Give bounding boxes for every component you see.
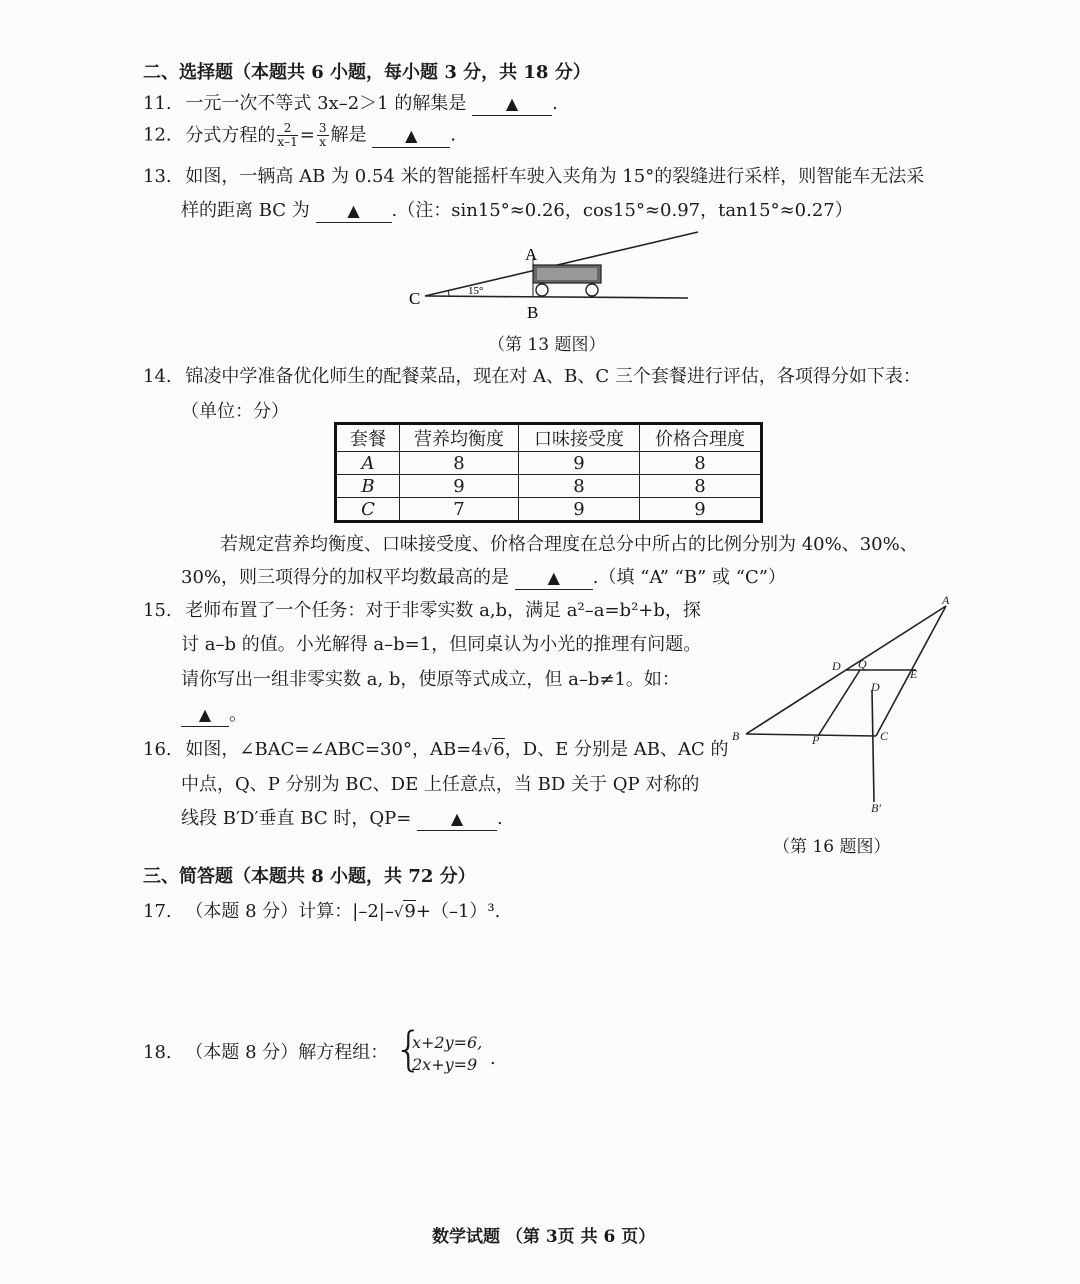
fraction-denominator: x–1: [277, 135, 298, 149]
point-label-c: C: [880, 729, 889, 743]
table-cell: 8: [400, 452, 519, 475]
question-text: .（填 “A” “B” 或 “C”）: [592, 567, 786, 588]
question-text: 分式方程的: [185, 124, 276, 146]
table-row: [336, 452, 762, 475]
car-window: [537, 268, 597, 280]
punctuation: .: [552, 93, 558, 114]
fraction-numerator: 3: [318, 121, 327, 135]
table-row: [336, 498, 762, 522]
table-cell: 8: [640, 452, 762, 475]
point-label-b: B: [732, 729, 740, 743]
question-15-line-1: [143, 600, 701, 622]
question-14-line-1: [143, 366, 921, 388]
answer-blank: ▲: [417, 808, 497, 831]
angle-label: 15°: [468, 285, 484, 297]
table-cell: 9: [400, 475, 519, 498]
segment-d-prime-b-prime: [872, 690, 874, 802]
point-label-a: A: [942, 593, 950, 607]
point-label-d-prime: D: [871, 680, 880, 694]
punctuation: .: [497, 808, 503, 829]
table-cell: 9: [519, 498, 640, 522]
question-text: 如图，一辆高 AB 为 0.54 米的智能摇杆车驶入夹角为 15°的裂缝进行采样，则智能车无法采: [185, 166, 925, 187]
question-14-line-3: 若规定营养均衡度、口味接受度、价格合理度在总分中所占的比例分别为 40%、30%、: [220, 534, 918, 555]
punctuation: .: [490, 1048, 496, 1069]
figure-16-caption: （第 16 题图）: [773, 837, 891, 857]
question-number: 16.: [143, 739, 172, 760]
question-text: 锦凌中学准备优化师生的配餐菜品，现在对 A、B、C 三个套餐进行评估，各项得分如下表：: [185, 366, 921, 387]
question-17: [143, 901, 500, 923]
question-number: 11.: [143, 93, 172, 114]
car-wheel: [586, 284, 598, 296]
question-number: 17.: [143, 901, 172, 922]
question-number: 13.: [143, 166, 172, 187]
question-number: 14.: [143, 366, 172, 387]
question-text: 老师布置了一个任务：对于非零实数 a,b，满足 a²–a=b²+b，探: [185, 600, 701, 621]
equals-sign: =: [299, 124, 315, 146]
answer-blank: ▲: [472, 93, 552, 116]
question-14-line-2: （单位：分）: [181, 401, 289, 422]
point-label-a: A: [525, 245, 538, 264]
fraction: [277, 122, 297, 149]
system-brace: {: [394, 1022, 424, 1076]
answer-blank: ▲: [181, 704, 229, 727]
question-text: 30%，则三项得分的加权平均数最高的是: [181, 567, 510, 588]
question-15-line-2: 讨 a–b 的值。小光解得 a–b=1，但同桌认为小光的推理有问题。: [181, 634, 702, 655]
table-cell: 9: [519, 452, 640, 475]
point-label-b: B: [527, 303, 539, 322]
question-text: （本题 8 分）解方程组：: [185, 1042, 389, 1063]
table-cell: 8: [640, 475, 762, 498]
question-text: （本题 8 分）计算：|–2|–: [185, 901, 394, 922]
punctuation: 。: [229, 704, 247, 725]
fraction: [317, 122, 329, 149]
question-text: 如图，∠BAC=∠ABC=30°，AB=4: [185, 739, 483, 760]
table-row: [336, 475, 762, 498]
point-label-d: D: [832, 659, 841, 673]
fraction-denominator: x: [319, 135, 327, 149]
answer-blank: ▲: [316, 200, 392, 223]
table-cell: C: [336, 498, 400, 522]
question-text: 一元一次不等式 3x–2＞1 的解集是: [185, 93, 467, 114]
question-11: [143, 93, 558, 116]
ground-line: [425, 296, 688, 298]
question-text: .（注：sin15°≈0.26，cos15°≈0.97，tan15°≈0.27）: [391, 200, 853, 221]
figure-13-caption: （第 13 题图）: [488, 335, 606, 355]
table-header: 价格合理度: [640, 424, 762, 452]
figure-16: [728, 590, 968, 820]
point-label-e: E: [910, 667, 918, 681]
table-header: 套餐: [336, 424, 400, 452]
answer-blank: ▲: [372, 125, 450, 148]
question-16-line-2: 中点，Q、P 分别为 BC、DE 上任意点，当 BD 关于 QP 对称的: [181, 774, 700, 795]
question-13-line-1: [143, 166, 924, 188]
question-number: 15.: [143, 600, 172, 621]
fraction-numerator: 2: [277, 122, 297, 136]
segment-pq: [818, 670, 860, 736]
question-text: 解是: [330, 124, 367, 146]
table-cell: A: [336, 452, 400, 475]
table-header: 口味接受度: [519, 424, 640, 452]
section-heading: 二、选择题（本题共 6 小题，每小题 3 分，共 18 分）: [143, 62, 591, 83]
table-cell: 9: [640, 498, 762, 522]
figure-13: [400, 228, 700, 324]
sqrt-radicand: 9: [404, 901, 416, 922]
question-text: 样的距离 BC 为: [181, 200, 310, 221]
segment-bc: [746, 734, 876, 736]
question-16-line-3: [181, 808, 503, 831]
punctuation: .: [450, 124, 456, 146]
question-text: +（–1）³.: [415, 901, 501, 922]
equation-1: x+2y=6,: [412, 1033, 483, 1052]
table-header-row: [336, 424, 762, 452]
question-text: 线段 B′D′垂直 BC 时，QP=: [181, 808, 412, 829]
question-16-line-1: [143, 739, 728, 761]
question-number: 12.: [143, 124, 172, 146]
equation-2: 2x+y=9: [412, 1055, 478, 1074]
section-heading: 三、简答题（本题共 8 小题，共 72 分）: [143, 866, 476, 887]
question-12: [143, 122, 456, 149]
sqrt-radicand: 6: [493, 739, 505, 760]
point-label-c: C: [409, 289, 421, 308]
incline-line: [425, 232, 698, 296]
answer-blank: ▲: [515, 567, 593, 590]
question-text: ，D、E 分别是 AB、AC 的: [504, 739, 729, 760]
point-label-p: P: [812, 733, 820, 747]
equation-system: [412, 1032, 482, 1076]
sqrt-sign: √: [393, 903, 404, 921]
question-15-line-3: 请你写出一组非零实数 a, b，使原等式成立，但 a–b≠1。如：: [181, 669, 680, 690]
table-cell: B: [336, 475, 400, 498]
question-15-line-4: [181, 704, 247, 727]
question-14-line-4: [181, 567, 786, 590]
table-header: 营养均衡度: [400, 424, 519, 452]
point-label-b-prime: B′: [871, 801, 881, 815]
question-13-line-2: [181, 200, 853, 223]
point-label-q: Q: [858, 657, 867, 671]
question-18: [143, 1042, 388, 1064]
table-cell: 7: [400, 498, 519, 522]
car-wheel: [536, 284, 548, 296]
question-number: 18.: [143, 1042, 172, 1063]
score-table: [334, 422, 763, 523]
page-footer: 数学试题 （第 3页 共 6 页）: [432, 1227, 656, 1247]
table-cell: 8: [519, 475, 640, 498]
sqrt-sign: √: [482, 741, 493, 759]
